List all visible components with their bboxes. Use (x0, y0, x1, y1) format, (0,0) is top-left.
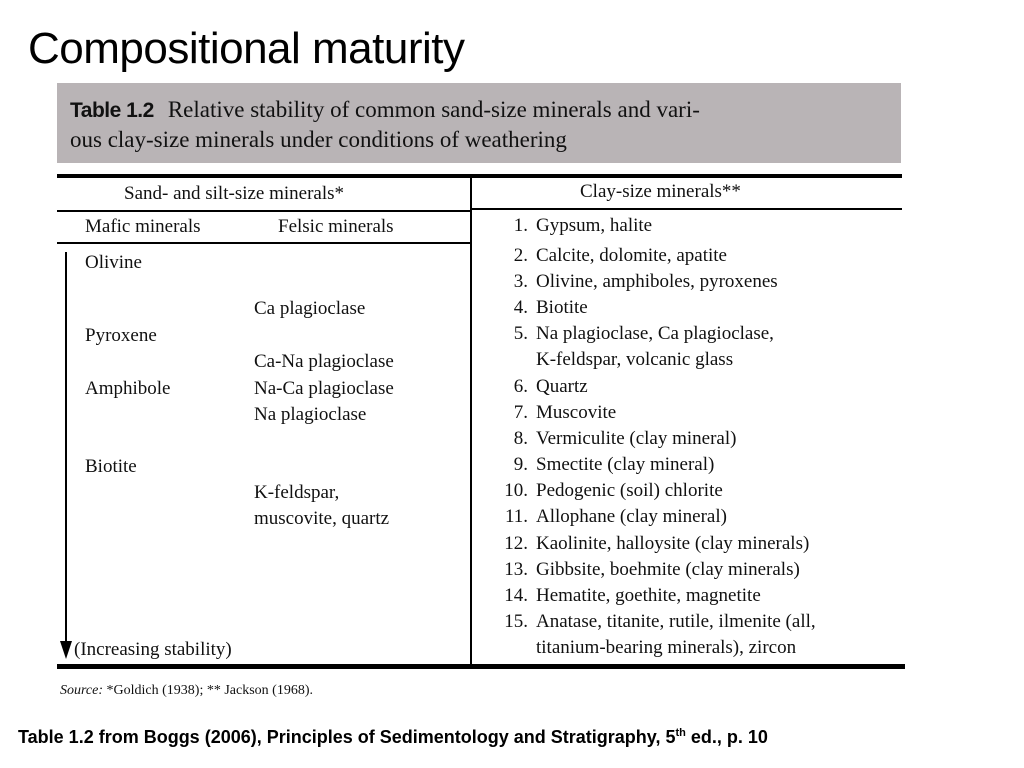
clay-row: 10. Pedogenic (soil) chlorite (504, 480, 723, 501)
clay-row: 1. Gypsum, halite (513, 215, 653, 236)
slide-footer-citation: Table 1.2 from Boggs (2006), Principles of Sedimentology and Stratigraphy, 5th ed., p. 10 (18, 727, 768, 747)
clay-row: 15. Anatase, titanite, rutile, ilmenite (all, (504, 611, 816, 632)
mafic-biotite: Biotite (85, 456, 137, 477)
table-caption (70, 95, 900, 154)
clay-row: 7. Muscovite (513, 402, 617, 423)
mafic-amphibole: Amphibole (85, 378, 171, 399)
table-label: Table 1.2 (70, 99, 154, 122)
table-top-rule (57, 174, 902, 178)
header-rule-left (57, 210, 471, 212)
felsic-ca-na-plagioclase: Ca-Na plagioclase (254, 351, 394, 372)
clay-header: Clay-size minerals** (580, 181, 741, 202)
column-divider (470, 176, 472, 666)
clay-row: 3. Olivine, amphiboles, pyroxenes (513, 271, 778, 292)
mafic-header: Mafic minerals (85, 216, 201, 237)
table-bottom-rule (57, 664, 905, 669)
clay-row: 12. Kaolinite, halloysite (clay minerals) (504, 533, 810, 554)
clay-row: 11. Allophane (clay mineral) (504, 506, 727, 527)
mafic-olivine: Olivine (85, 252, 142, 273)
clay-row: 14. Hematite, goethite, magnetite (504, 585, 761, 606)
clay-row: 9. Smectite (clay mineral) (513, 454, 715, 475)
sand-silt-header: Sand- and silt-size minerals* (124, 183, 345, 204)
table-source (60, 683, 313, 699)
source-text: *Goldich (1938); ** Jackson (1968). (103, 683, 313, 698)
felsic-na-plagioclase: Na plagioclase (254, 404, 367, 425)
clay-row: titanium-bearing minerals), zircon (536, 637, 797, 658)
clay-row: 8. Vermiculite (clay mineral) (513, 428, 737, 449)
clay-row: 5. Na plagioclase, Ca plagioclase, (513, 323, 774, 344)
slide-title: Compositional maturity (28, 24, 465, 73)
clay-row: 6. Quartz (513, 376, 588, 397)
caption-line-1: Relative stability of common sand-size minerals and vari- (167, 97, 700, 122)
felsic-muscovite-quartz: muscovite, quartz (254, 508, 390, 529)
stability-arrow-head-icon (60, 641, 72, 659)
subheader-rule-left (57, 242, 471, 244)
mafic-pyroxene: Pyroxene (85, 325, 157, 346)
felsic-ca-plagioclase: Ca plagioclase (254, 298, 366, 319)
clay-row: 4. Biotite (513, 297, 588, 318)
increasing-stability-label: (Increasing stability) (74, 639, 232, 660)
felsic-header: Felsic minerals (278, 216, 394, 237)
caption-line-2: ous clay-size minerals under conditions of weathering (70, 127, 567, 152)
stability-arrow-shaft (65, 252, 67, 647)
clay-row: 13. Gibbsite, boehmite (clay minerals) (504, 559, 800, 580)
felsic-k-feldspar: K-feldspar, (254, 482, 340, 503)
source-label: Source: (60, 683, 104, 698)
clay-row: K-feldspar, volcanic glass (536, 349, 734, 370)
felsic-na-ca-plagioclase: Na-Ca plagioclase (254, 378, 394, 399)
header-rule-right (470, 208, 902, 210)
clay-row: 2. Calcite, dolomite, apatite (513, 245, 727, 266)
